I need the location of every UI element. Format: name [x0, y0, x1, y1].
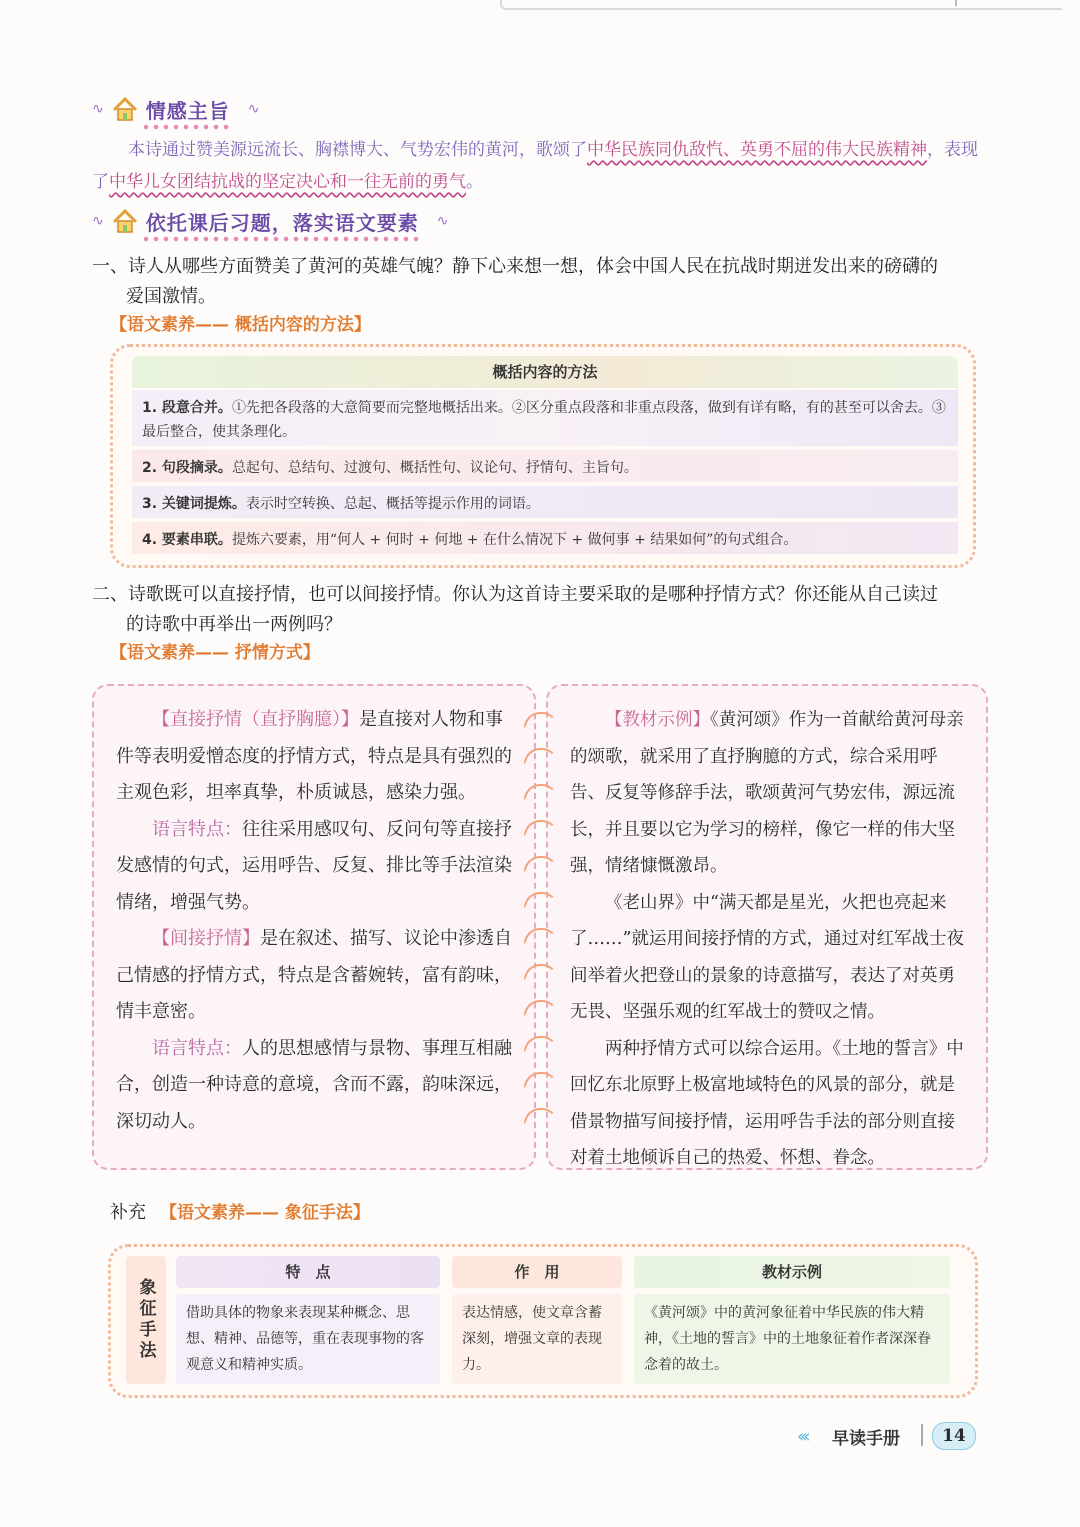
question-text: 二、诗歌既可以直接抒情，也可以间接抒情。你认为这首诗主要采取的是哪种抒情方式？你还能从自己读过 — [92, 584, 938, 605]
table-cell: 表达情感，使文章含蓄深刻，增强文章的表现力。 — [452, 1294, 622, 1384]
term-text: 是直接对人物和事件等表明爱憎态度的抒情方式，特点是具有强烈的主观色彩，坦率真挚，朴质诚恳，感染力强。 — [116, 709, 512, 803]
language-feature-label: 语言特点： — [152, 1037, 242, 1059]
summary-text: 本诗通过赞美源远流长、胸襟博大、气势宏伟的黄河，歌颂了 — [128, 140, 587, 160]
footer-divider — [921, 1424, 923, 1446]
table-header: 教材示例 — [634, 1256, 950, 1288]
chevrons-icon: ‹‹‹ — [797, 1426, 807, 1447]
question-text: 一、诗人从哪些方面赞美了黄河的英雄气魄？静下心来想一想，体会中国人民在抗战时期迸发出来的磅礴的 — [92, 256, 938, 277]
example-text: 《黄河颂》作为一首献给黄河母亲的颂歌，就采用了直抒胸臆的方式，综合采用呼告、反复等修辞手法，歌颂黄河气势宏伟，源远流长，并且要以它为学习的榜样，像它一样的伟大坚强，情绪慷慨激昂。 — [570, 710, 964, 876]
method-item — [132, 450, 958, 482]
curl-icon: ∿ — [92, 213, 104, 229]
book-title: 早读手册 — [832, 1429, 900, 1449]
section-title-text: 情感主旨 — [146, 95, 230, 124]
notebook-left-page — [92, 684, 536, 1170]
method-text: 总起句、总结句、过渡句、概括性句、议论句、抒情句、主旨句。 — [231, 460, 638, 476]
literacy-tag: 【语文素养—— 象征手法】 — [160, 1203, 370, 1223]
supplement-label: 补充 — [110, 1202, 146, 1223]
table-cell: 借助具体的物象来表现某种概念、思想、精神、品德等，重在表现事物的客观意义和精神实质。 — [176, 1294, 440, 1384]
method-label: 1. 段意合并。 — [142, 400, 232, 416]
curl-icon: ∿ — [92, 101, 104, 117]
literacy-tag: 【语文素养—— 抒情方式】 — [110, 643, 320, 663]
method-item — [132, 486, 958, 518]
example-text: 两种抒情方式可以综合运用。《土地的誓言》中回忆东北原野上极富地域特色的风景的部分，就是借景物描写间接抒情，运用呼告手法的部分则直接对着土地倾诉自己的热爱、怀想、眷念。 — [570, 1038, 964, 1168]
summary-text: 。 — [466, 172, 483, 192]
method-label: 2. 句段摘录。 — [142, 460, 232, 476]
method-text: ①先把各段落的大意简要而完整地概括出来。②区分重点段落和非重点段落，做到有详有略，有的甚至可以舍去。③最后整合，使其条理化。 — [142, 400, 946, 440]
emotion-summary — [92, 134, 992, 198]
summary-highlight: 中华民族同仇敌忾、英勇不屈的伟大民族精神 — [587, 140, 927, 160]
method-text: 表示时空转换、总起、概括等提示作用的词语。 — [245, 496, 540, 512]
table-header: 特 点 — [176, 1256, 440, 1288]
house-icon — [110, 206, 140, 236]
literacy-tag: 【语文素养—— 概括内容的方法】 — [110, 315, 371, 335]
question-text: 的诗歌中再举出一两例吗？ — [126, 614, 342, 635]
section-title-emotion — [92, 94, 259, 124]
section-title-text: 依托课后习题，落实语文要素 — [146, 207, 419, 236]
question-2 — [92, 580, 992, 640]
question-text: 爱国激情。 — [126, 286, 216, 307]
table-cell: 《黄河颂》中的黄河象征着中华民族的伟大精神，《土地的誓言》中的土地象征着作者深深眷念着的故土。 — [634, 1294, 950, 1384]
example-text: 《老山界》中“满天都是星光，火把也亮起来了……”就运用间接抒情的方式，通过对红军战士夜间举着火把登山的景象的诗意描写，表达了对英勇无畏、坚强乐观的红军战士的赞叹之情。 — [570, 892, 964, 1022]
method-label: 3. 关键词提炼。 — [142, 496, 246, 512]
method-text: 提炼六要素，用“何人 + 何时 + 何地 + 在什么情况下 + 做何事 + 结果如何”的句式组合。 — [231, 532, 798, 548]
language-feature-label: 语言特点： — [152, 818, 242, 840]
table-header: 作 用 — [452, 1256, 622, 1288]
methods-title: 概括内容的方法 — [132, 356, 958, 388]
top-decor-bar — [500, 0, 1062, 10]
page-number: 14 — [932, 1422, 976, 1450]
top-decor-tick — [955, 0, 957, 6]
term-direct: 【直接抒情（直抒胸臆）】 — [152, 709, 359, 730]
method-item — [132, 390, 958, 446]
curl-icon: ∿ — [247, 101, 260, 117]
method-label: 4. 要素串联。 — [142, 532, 232, 548]
example-label: 【教材示例】 — [605, 710, 710, 730]
term-text: 是在叙述、描写、议论中渗透自己情感的抒情方式，特点是含蓄婉转，富有韵味，情丰意密。 — [116, 928, 512, 1022]
language-feature-text: 往往采用感叹句、反问句等直接抒发感情的句式，运用呼告、反复、排比等手法渲染情绪，增强气势。 — [116, 818, 512, 913]
summary-text: ，表现了 — [92, 140, 978, 192]
section-title-exercises — [92, 206, 448, 236]
language-feature-text: 人的思想感情与景物、事理互相融合，创造一种诗意的意境，含而不露，韵味深远，深切动人。 — [116, 1037, 512, 1132]
question-1 — [92, 252, 992, 312]
summary-highlight: 中华儿女团结抗战的坚定决心和一往无前的勇气 — [109, 172, 466, 192]
method-item — [132, 522, 958, 554]
term-indirect: 【间接抒情】 — [152, 928, 260, 949]
symbol-row-label: 象征手法 — [126, 1256, 166, 1384]
notebook-right-page — [546, 684, 988, 1170]
curl-icon: ∿ — [436, 213, 449, 229]
house-icon — [110, 94, 140, 124]
